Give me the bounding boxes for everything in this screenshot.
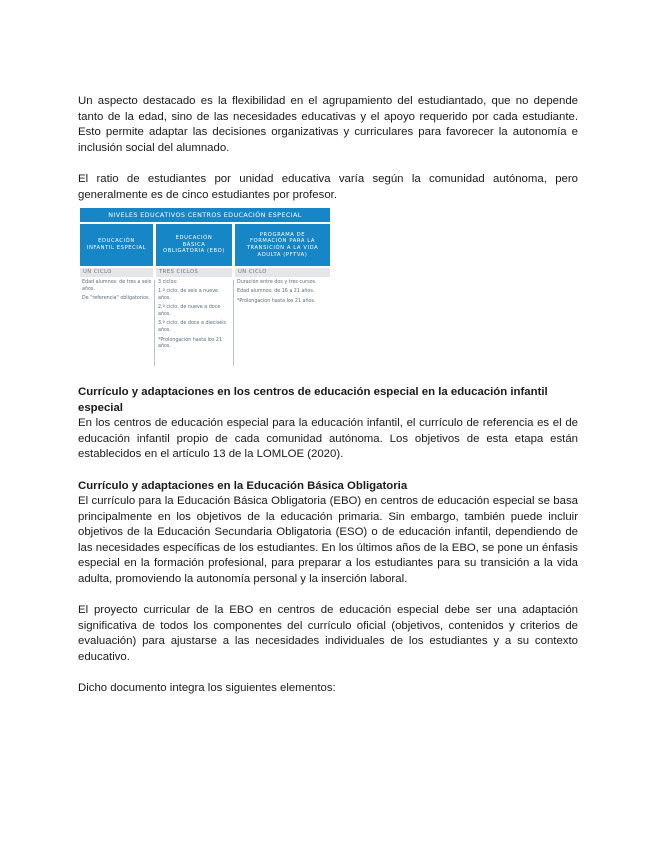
column-item: *Prolongación hasta los 21 años. xyxy=(237,298,316,304)
column-item: Duración entre dos y tres cursos. xyxy=(237,280,317,285)
heading-infantil: Currículo y adaptaciones en los centros de educación especial en la educación infantil especial xyxy=(78,386,548,414)
paragraph-ebo-2: El proyecto curricular de la EBO en centros de educación especial debe ser una adaptación significativa de todos los componentes del currículo oficial (objetivos, contenidos y criterios de evaluación) para ajustarse a las necesidades individuales de los estudiantes y a su contexto educativo. xyxy=(78,604,578,663)
cycle-label-ebo: TRES CICLOS xyxy=(156,268,232,277)
header-line: EDUCACIÓN xyxy=(98,238,135,245)
levels-figure xyxy=(80,208,330,366)
column-item: 2.º ciclo: de nueve a doce años. xyxy=(158,305,221,318)
figure-title: NIVELES EDUCATIVOS CENTROS EDUCACIÓN ESPECIAL xyxy=(80,208,330,222)
header-line: PROGRAMA DE xyxy=(259,231,306,238)
header-line: OBLIGATORIA (EBO) xyxy=(163,248,225,255)
column-header-ebo xyxy=(156,224,232,266)
column-item: 1.º ciclo: de seis a nueve años. xyxy=(158,289,218,302)
column-item: Edad alumnos: de 16 a 21 años. xyxy=(237,289,315,295)
column-item: De "referencia" obligatorios. xyxy=(82,296,151,302)
paragraph-infantil: En los centros de educación especial para la educación infantil, el currículo de referencia es el de educación infantil propio de cada comunidad autónoma. Los objetivos de esta etapa están establecidos en el artículo 13 de la LOMLOE (2020). xyxy=(78,417,578,461)
column-body-infantil xyxy=(82,280,152,305)
column-body-ebo xyxy=(158,280,231,354)
paragraph-ratio: El ratio de estudiantes por unidad educativa varía según la comunidad autónoma, pero generalmente es de cinco estudiantes por profesor. xyxy=(78,173,578,201)
cycle-label-infantil: UN CICLO xyxy=(80,268,153,277)
paragraph-ebo-1: El currículo para la Educación Básica Obligatoria (EBO) en centros de educación especial se basa principalmente en los objetivos de la educación primaria. Sin embargo, también puede incluir objetivos de la Educación Secundaria Obligatoria (ESO) o de educación infantil, dependiendo de las necesidades específicas de los estudiantes. En los últimos años de la EBO, se pone un énfasis especial en la formación profesional, para preparar a los estudiantes para su transición a la vida adulta, promoviendo la autonomía personal y la inserción laboral. xyxy=(78,495,578,585)
column-item: Edad alumnos: de tres a seis años. xyxy=(82,280,152,292)
header-line: TRANSICIÓN A LA VIDA xyxy=(246,245,319,251)
paragraph-ebo-3: Dicho documento integra los siguientes elementos: xyxy=(78,682,336,694)
column-item: *Prolongación hasta los 21 años. xyxy=(158,337,222,350)
header-line: INFANTIL ESPECIAL xyxy=(86,245,147,251)
column-item: 3.º ciclo: de doce a dieciséis años. xyxy=(158,321,227,334)
heading-ebo: Currículo y adaptaciones en la Educación Básica Obligatoria xyxy=(78,480,408,492)
column-body-pftva xyxy=(237,280,329,308)
column-item: 3 ciclos: xyxy=(158,280,178,285)
column-header-infantil xyxy=(80,224,153,266)
header-line: ADULTA (PFTVA) xyxy=(257,251,308,258)
header-line: BÁSICA xyxy=(182,241,206,248)
header-line: FORMACIÓN PARA LA xyxy=(249,238,316,245)
column-header-pftva xyxy=(235,224,330,266)
column-divider xyxy=(154,280,155,366)
column-divider xyxy=(233,280,234,366)
cycle-label-pftva: UN CICLO xyxy=(235,268,330,277)
header-line: EDUCACIÓN xyxy=(175,235,213,242)
paragraph-flexibility: Un aspecto destacado es la flexibilidad en el agrupamiento del estudiantado, que no depende tanto de la edad, sino de las necesidades educativas y el apoyo requerido por cada estudiante. Esto permite adaptar las decisiones organizativas y curriculares para favorecer la autonomía e inclusión social del alumnado. xyxy=(78,95,578,154)
